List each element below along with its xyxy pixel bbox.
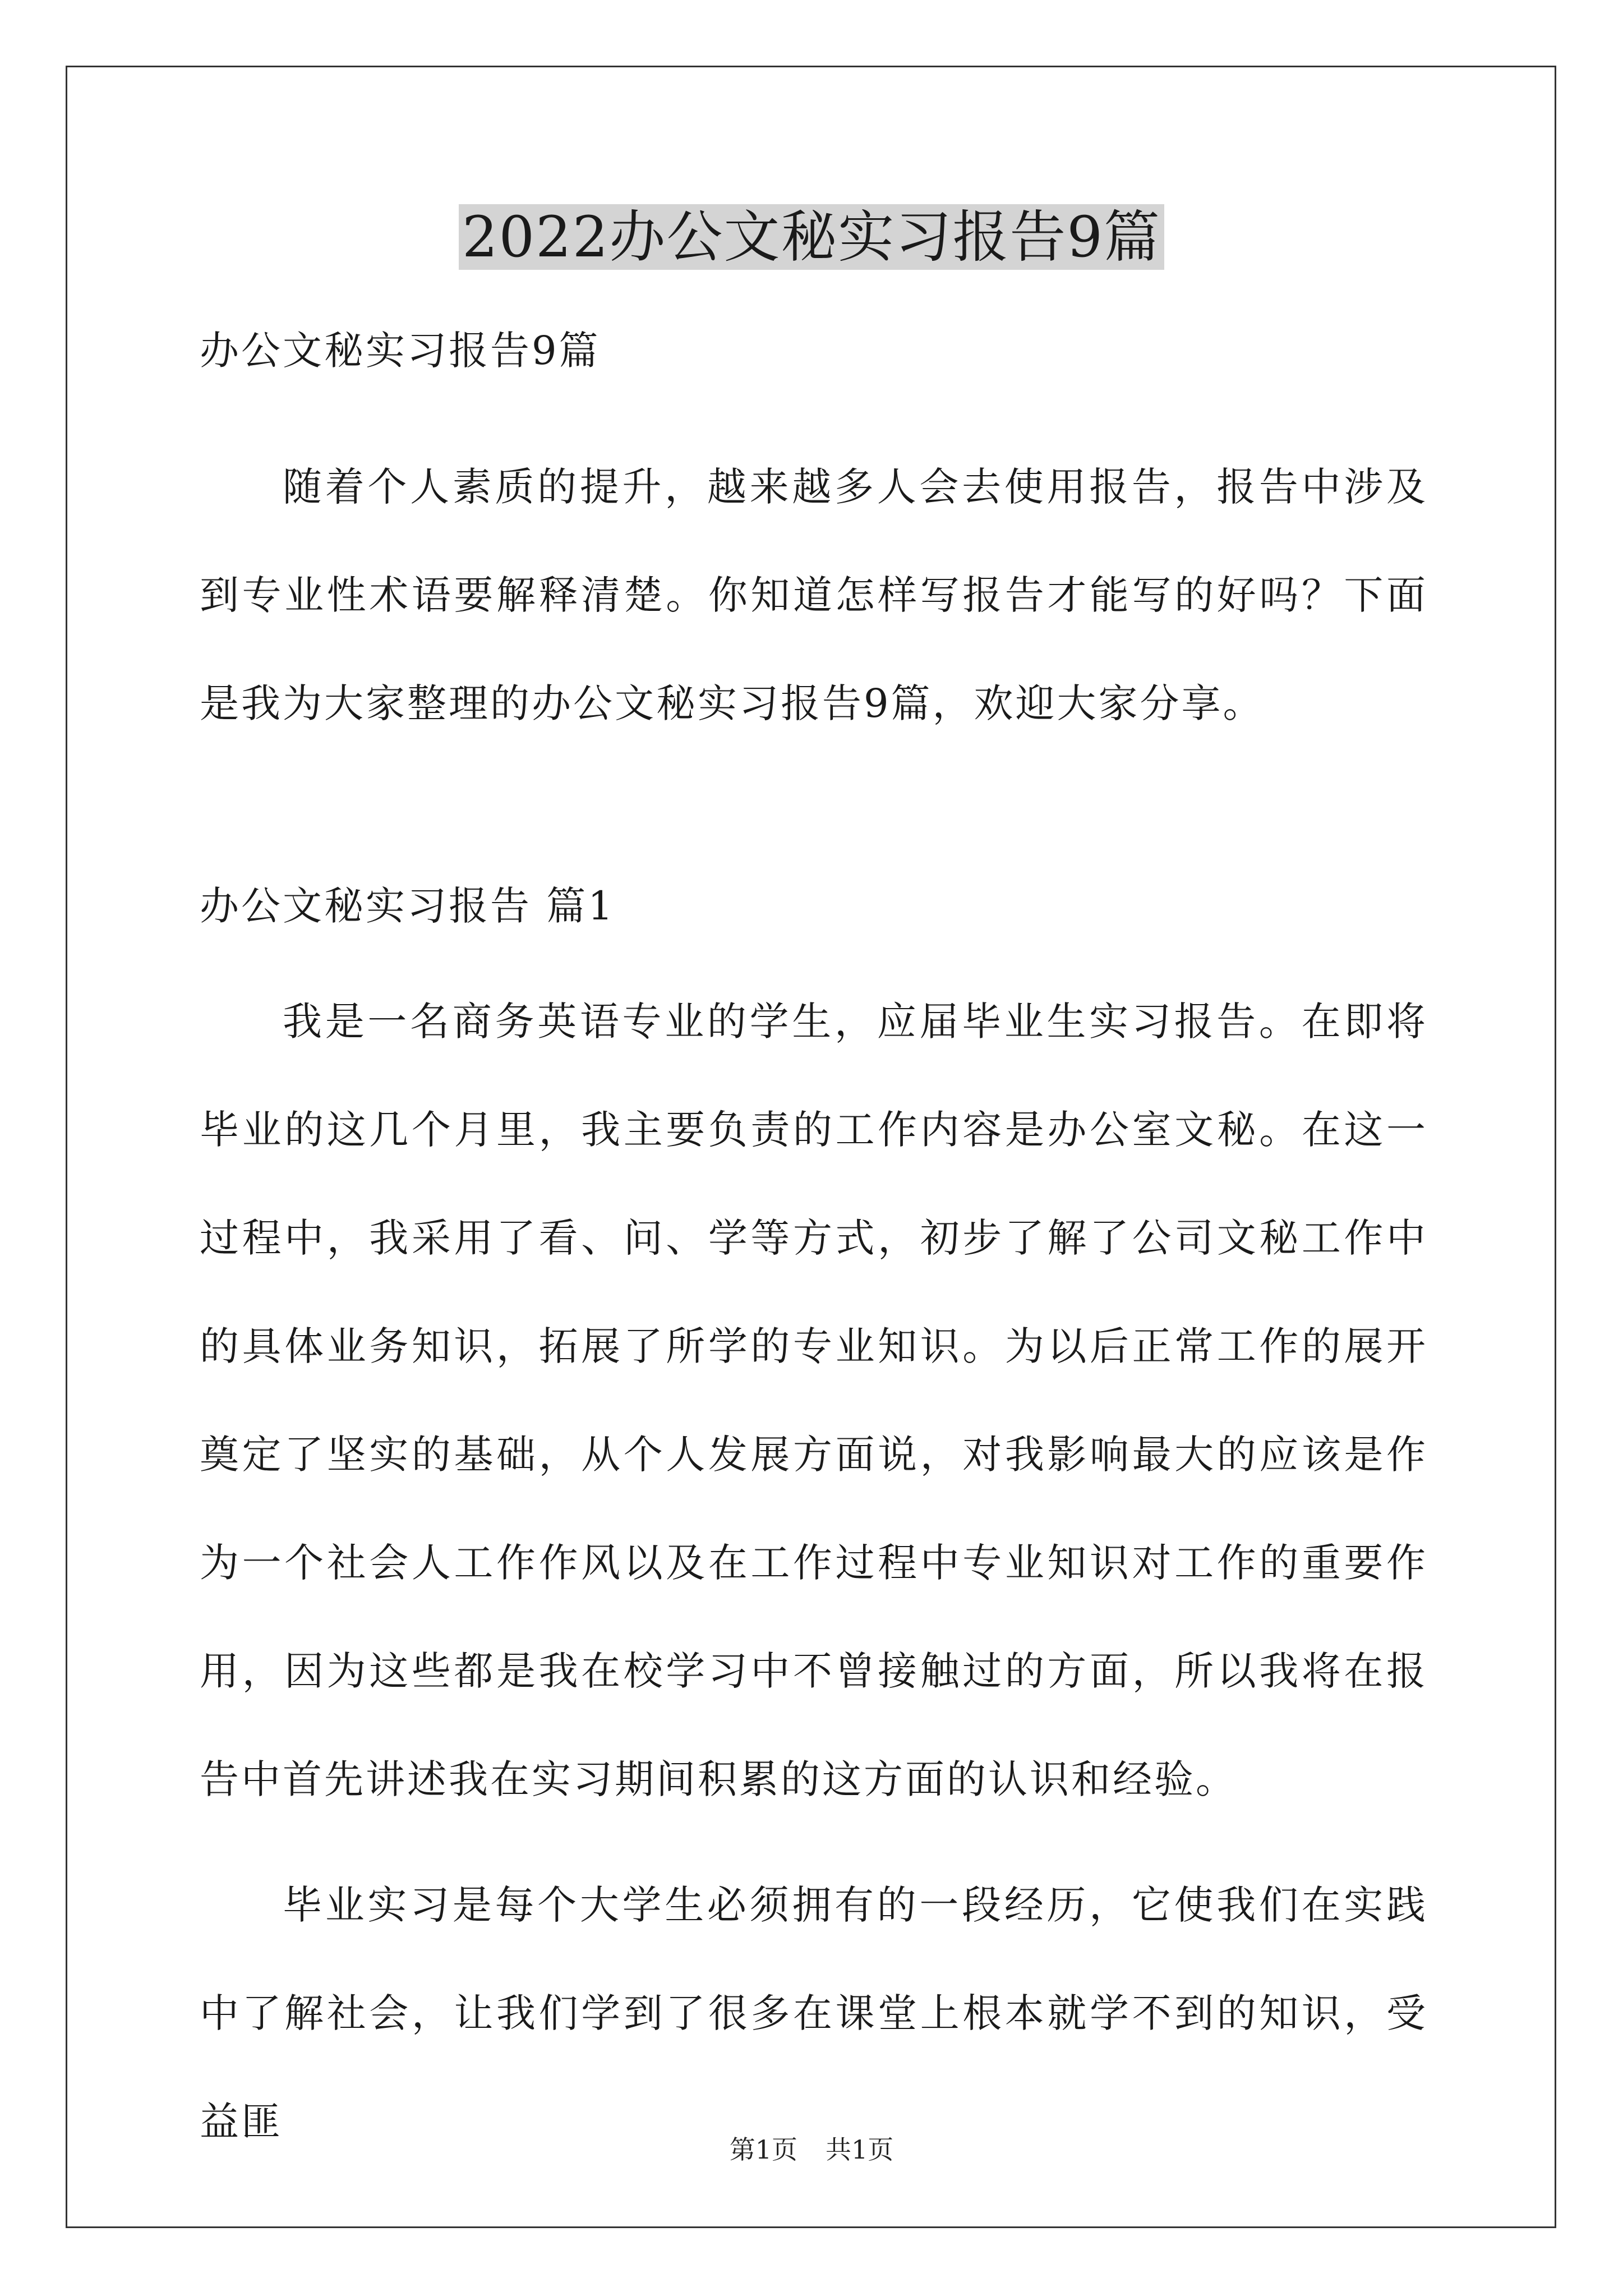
section-heading-1: 办公文秘实习报告 篇1 [200,883,615,929]
document-title-text: 2022办公文秘实习报告9篇 [459,204,1164,270]
page-number-current: 第1页 [729,2134,797,2165]
page-footer [0,2133,1623,2166]
intro-paragraph: 随着个人素质的提升，越来越多人会去使用报告，报告中涉及到专业性术语要解释清楚。你知道怎样写报告才能写的好吗？下面是我为大家整理的办公文秘实习报告9篇，欢迎大家分享。 [200,464,1428,726]
page-number-total: 共1页 [826,2134,894,2165]
section1-paragraph-2: 毕业实习是每个大学生必须拥有的一段经历，它使我们在实践中了解社会，让我们学到了很多在课堂上根本就学不到的知识，受益匪 [200,1882,1428,2145]
section1-paragraph-1: 我是一名商务英语专业的学生，应届毕业生实习报告。在即将毕业的这几个月里，我主要负责的工作内容是办公室文秘。在这一过程中，我采用了看、问、学等方式，初步了解了公司文秘工作中的具体业务知识，拓展了所学的专业知识。为以后正常工作的展开奠定了坚实的基础，从个人发展方面说，对我影响最大的应该是作为一个社会人工作作风以及在工作过程中专业知识对工作的重要作用，因为这些都是我在校学习中不曾接触过的方面，所以我将在报告中首先讲述我在实习期间积累的这方面的认识和经验。 [200,999,1428,1802]
document-subtitle: 办公文秘实习报告9篇 [200,328,601,374]
document-title [0,195,1623,279]
